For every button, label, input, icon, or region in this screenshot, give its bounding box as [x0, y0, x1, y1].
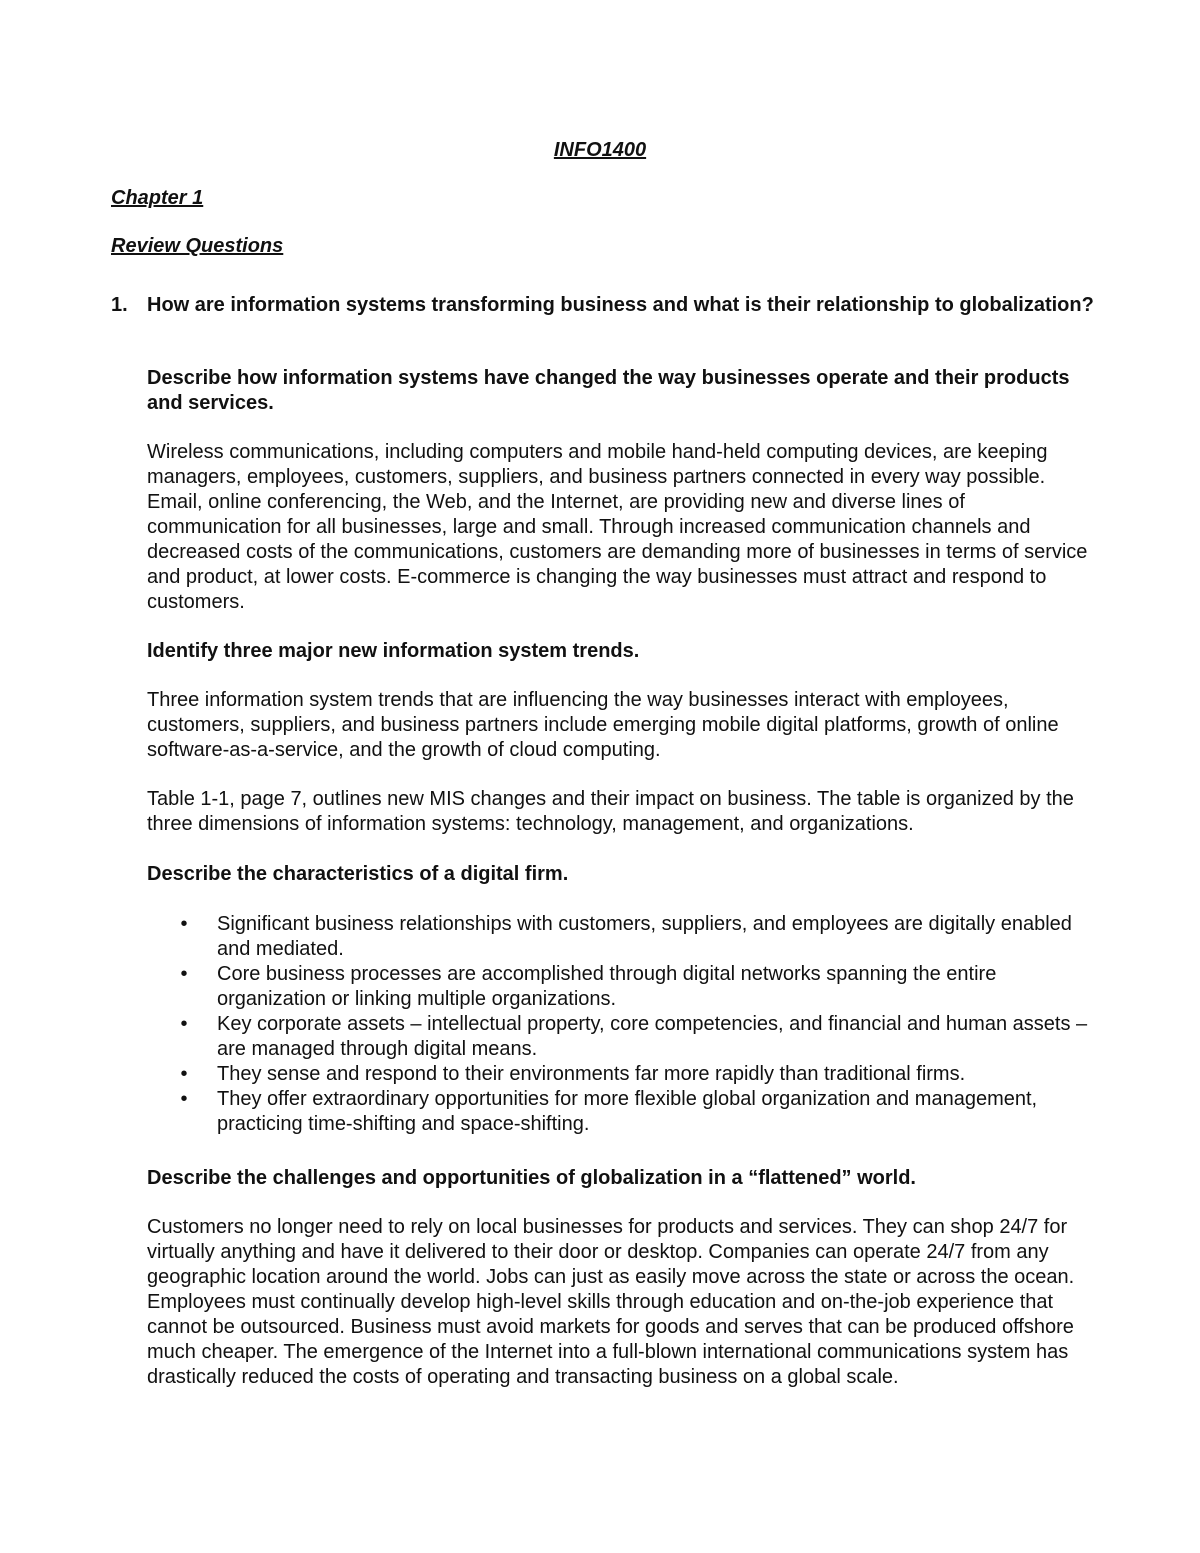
subquestion-heading-4: Describe the challenges and opportunities of globalization in a “flattened” world. [147, 1167, 916, 1189]
answer-paragraph-1: Wireless communications, including computers and mobile hand-held computing devices, are keeping managers, employees, customers, suppliers, and business partners connected in every way possible. Email, online conferencing, the Web, and the Internet, are providing new and diverse lines of communication for all businesses, large and small. Through increased communication channels and decreased costs of the communications, customers are demanding more of businesses in terms of service and product, at lower costs. E-commerce is changing the way businesses must attract and respond to customers. [147, 441, 1088, 613]
chapter-heading: Chapter 1 [111, 187, 204, 209]
document-title: INFO1400 [553, 139, 647, 161]
subquestion-heading-3: Describe the characteristics of a digital firm. [147, 863, 569, 885]
list-item-text: They offer extraordinary opportunities for more flexible global organization and management, practicing time-shifting and space-shifting. [217, 1088, 1038, 1135]
list-item [147, 912, 1097, 962]
list-item-text: Significant business relationships with customers, suppliers, and employees are digitally enabled and mediated. [217, 913, 1072, 960]
list-item-text: Core business processes are accomplished through digital networks spanning the entire organization or linking multiple organizations. [217, 963, 997, 1010]
list-item-text: Key corporate assets – intellectual property, core competencies, and financial and human assets – are managed through digital means. [217, 1013, 1088, 1060]
subquestion-heading-1: Describe how information systems have changed the way businesses operate and their products and services. [147, 367, 1070, 414]
list-item [147, 1087, 1097, 1137]
answer-paragraph-4: Customers no longer need to rely on local businesses for products and services. They can shop 24/7 for virtually anything and have it delivered to their door or desktop. Companies can operate 24/7 from any geographic location around the world. Jobs can just as easily move across the state or across the ocean. Employees must continually develop high-level skills through education and on-the-job experience that cannot be outsourced. Business must avoid markets for goods and serves that can be produced offshore much cheaper. The emergence of the Internet into a full-blown international communications system has drastically reduced the costs of operating and transacting business on a global scale. [147, 1216, 1075, 1388]
bullet-icon: • [180, 1013, 188, 1035]
bullet-icon: • [180, 1063, 188, 1085]
bullet-icon: • [180, 1088, 188, 1110]
bullet-icon: • [180, 913, 188, 935]
list-item [147, 962, 1097, 1012]
question-number: 1. [111, 294, 128, 316]
list-item [147, 1062, 1097, 1087]
list-item-text: They sense and respond to their environments far more rapidly than traditional firms. [217, 1063, 966, 1085]
answer-paragraph-2a: Three information system trends that are influencing the way businesses interact with employees, customers, suppliers, and business partners include emerging mobile digital platforms, growth of online software-as-a-service, and the growth of cloud computing. [147, 689, 1059, 761]
section-heading: Review Questions [111, 235, 284, 257]
digital-firm-characteristics-list [147, 912, 1097, 1137]
bullet-icon: • [180, 963, 188, 985]
list-item [147, 1012, 1097, 1062]
question-text: How are information systems transforming business and what is their relationship to globalization? [147, 294, 1094, 316]
answer-paragraph-2b: Table 1-1, page 7, outlines new MIS changes and their impact on business. The table is organized by the three dimensions of information systems: technology, management, and organizations. [147, 788, 1074, 835]
subquestion-heading-2: Identify three major new information system trends. [147, 640, 640, 662]
